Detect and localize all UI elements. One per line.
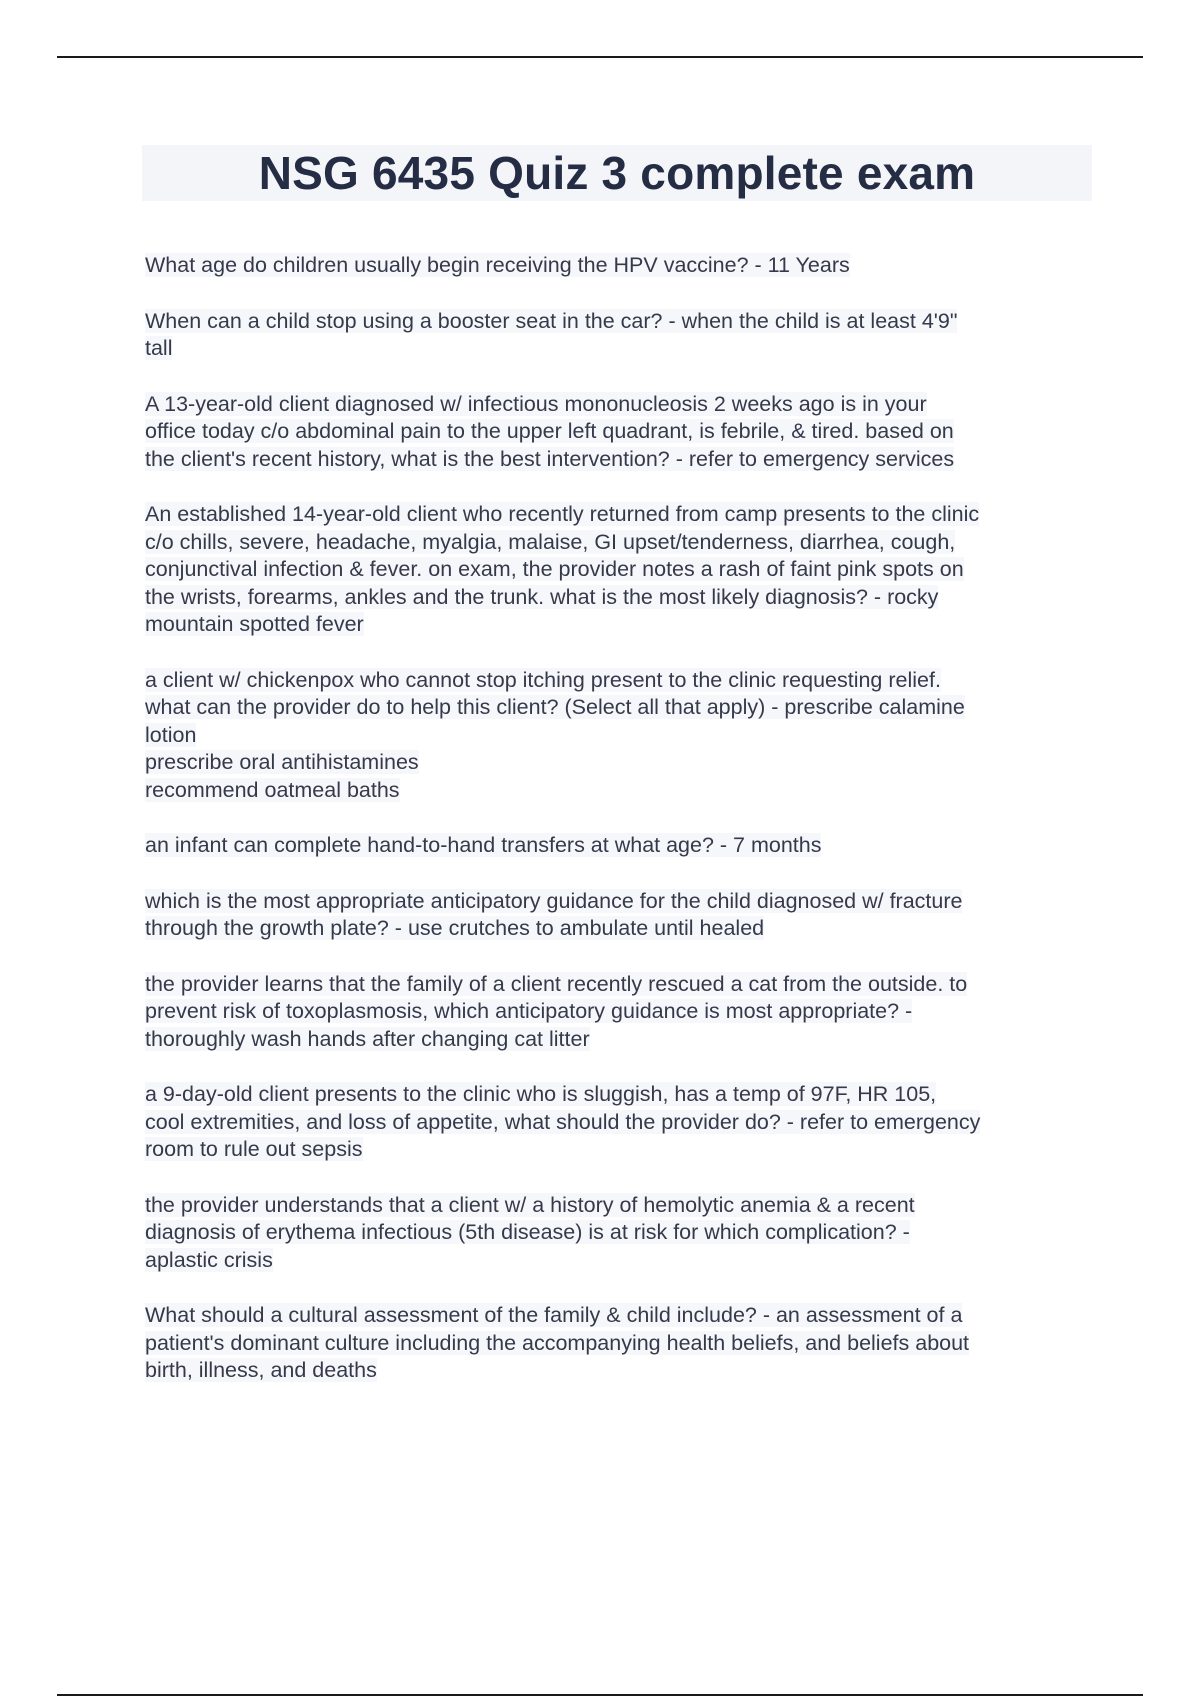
qa-text: What should a cultural assessment of the family & child include? - an assessment of a patient's dominant culture including the accompanying health beliefs, and beliefs about birth, illness, and deaths bbox=[145, 1303, 970, 1382]
qa-text: an infant can complete hand-to-hand transfers at what age? - 7 months bbox=[145, 833, 822, 857]
qa-text: A 13-year-old client diagnosed w/ infectious mononucleosis 2 weeks ago is in your office today c/o abdominal pain to the upper left quadrant, is febrile, & tired. based on the client's recent history, what is the best intervention? - refer to emergency services bbox=[145, 391, 955, 471]
bottom-rule bbox=[57, 1694, 1143, 1696]
qa-item-9 bbox=[145, 1081, 1090, 1164]
qa-text: the provider learns that the family of a client recently rescued a cat from the outside. to prevent risk of toxoplasmosis, which anticipatory guidance is most appropriate? - thoroughly wash hands after changing cat litter bbox=[145, 971, 968, 1051]
qa-item-7 bbox=[145, 888, 1090, 943]
qa-text: What age do children usually begin receiving the HPV vaccine? - 11 Years bbox=[145, 253, 850, 277]
qa-item-3 bbox=[145, 391, 1090, 474]
qa-list bbox=[145, 252, 1090, 1413]
qa-text: a client w/ chickenpox who cannot stop itching present to the clinic requesting relief. what can the provider do to help this client? (Select all that apply) - prescribe calamine lotion prescribe oral antihistamines recommend oatmeal baths bbox=[145, 667, 965, 802]
qa-text: When can a child stop using a booster seat in the car? - when the child is at least 4'9" tall bbox=[145, 308, 958, 360]
qa-item-2 bbox=[145, 308, 1090, 363]
qa-text: which is the most appropriate anticipatory guidance for the child diagnosed w/ fracture through the growth plate? - use crutches to ambulate until healed bbox=[145, 888, 963, 940]
qa-text: An established 14-year-old client who recently returned from camp presents to the clinic c/o chills, severe, headache, myalgia, malaise, GI upset/tenderness, diarrhea, cough, conjunctival infection & fever. on exam, the provider notes a rash of faint pink spots on the wrists, forearms, ankles and the trunk. what is the most likely diagnosis? - rocky mountain spotted fever bbox=[145, 502, 980, 636]
top-rule bbox=[57, 56, 1143, 58]
qa-text: a 9-day-old client presents to the clinic who is sluggish, has a temp of 97F, HR 105, cool extremities, and loss of appetite, what should the provider do? - refer to emergency room to rule out sepsis bbox=[145, 1082, 981, 1161]
qa-item-5 bbox=[145, 667, 1090, 805]
qa-text: the provider understands that a client w/ a history of hemolytic anemia & a recent diagnosis of erythema infectious (5th disease) is at risk for which complication? - aplastic crisis bbox=[145, 1192, 915, 1272]
qa-item-10 bbox=[145, 1192, 1090, 1275]
title-band bbox=[142, 145, 1092, 201]
qa-item-6 bbox=[145, 832, 1090, 860]
qa-item-8 bbox=[145, 971, 1090, 1054]
document-title: NSG 6435 Quiz 3 complete exam bbox=[258, 147, 976, 199]
qa-item-11 bbox=[145, 1302, 1090, 1385]
qa-item-1 bbox=[145, 252, 1090, 280]
qa-item-4 bbox=[145, 501, 1090, 639]
